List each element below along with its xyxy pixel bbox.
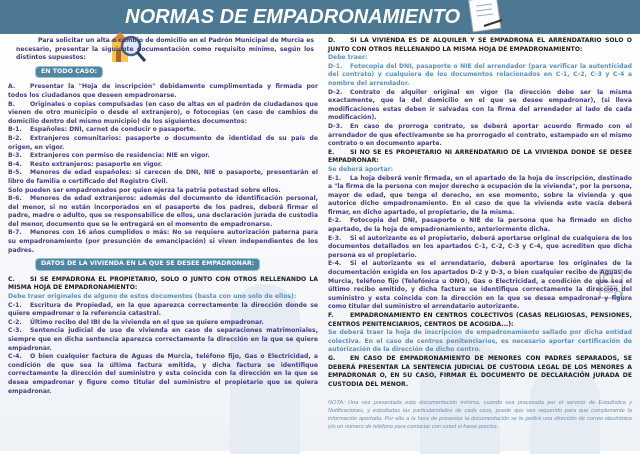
list-item (8, 169, 318, 186)
list-item (8, 126, 318, 135)
item-text: Escritura de Propiedad, en la que aparezca correctamente la dirección donde se quiere empadronar o la referencia catastral. (8, 301, 318, 318)
list-item (8, 152, 318, 161)
item-label: E-1. (328, 174, 342, 182)
page-title: NORMAS DE EMPADRONAMIENTO (125, 6, 460, 28)
item-text: Extranjeros con permiso de residencia: NIE en vigor. (30, 152, 210, 160)
item-label: B-4. (8, 160, 22, 168)
item-label: E. (328, 148, 335, 156)
item-label: D. (328, 37, 336, 44)
list-item (328, 175, 632, 218)
list-item (8, 187, 318, 196)
item-text: EMPADRONAMIENTO EN CENTROS COLECTIVOS (CASAS RELIGIOSAS, PENSIONES, CENTROS PENITENCIARIOS, CENTROS DE ACOGIDA...): (328, 312, 632, 328)
right-column (328, 37, 632, 431)
item-label: C. (8, 275, 15, 283)
header-banner (0, 0, 640, 34)
item-text: Originales o copias compulsadas (en caso de altas en el padrón de ciudadanos que vienen de otro municipio o desde el extranjero), o fotocopias (en caso de cambios de domicilio dentro del mismo municipio) de los siguientes documentos: (8, 100, 318, 125)
item-label: C-2. (8, 318, 22, 326)
item-text: Si el autorizante es el arrendatario, deberá aportarse los originales de la documentación exigida en los apartados D-2 y D-3, o bien cualquier recibo de Aguas de Murcia, teléfono fijo (Telefónica u ONO), Gas o Electricidad, a condición de que sea el último recibo emitido, y dicha factura se identifique correctamente la dirección del suministro y esta coincida con la dirección en la que se desea empadronar y figure como titular del suministro el arrendatario autorizante. (328, 260, 632, 311)
item-label: E-2. (328, 217, 342, 225)
section-heading (328, 312, 632, 329)
clipboard-icon (466, 0, 506, 33)
item-label: B-1. (8, 126, 22, 134)
left-column (8, 37, 318, 396)
item-text: Resto extranjeros: pasaporte en vigor. (30, 160, 163, 168)
item-text: Presentar la "Hoja de inscripción" debidamente cumplimentada y firmada por todos los ciudadanos que deseen empadronarse. (8, 83, 318, 99)
item-label: D-2. (328, 88, 343, 96)
item-text: SI SE EMPADRONA EL PROPIETARIO, SOLO O JUNTO CON OTROS RELLENANDO LA MISMA HOJA DE EMPADRONAMIENTO: (8, 275, 318, 292)
list-item (8, 353, 318, 396)
list-item (328, 329, 632, 355)
list-item (328, 63, 632, 89)
list-item (8, 319, 318, 328)
item-text: Menores de edad extranjeros: además del documento de identificación personal, del menor, si no están incorporados en el pasaporte de los padres, deberá firmar el padre, madre o adulto, que se responsabilice de ellos, una declaración jurada de custodia del menor, documento que se le entregará en el momento de empadronarse. (8, 195, 318, 228)
item-label: B-7. (8, 229, 22, 237)
item-text: En caso de prorroga contrato, se deberá aportar acuerdo firmado con el arrendador de que efectivamente se ha prorrogado el contrato, estampado en el mismo contrato o en documento aparte. (328, 122, 632, 148)
list-item (328, 54, 632, 63)
list-item (8, 83, 318, 100)
list-item (8, 302, 318, 319)
item-label: D-3. (328, 122, 343, 130)
item-label: B-6. (8, 195, 22, 203)
item-text: Fotocopia del DNI, pasaporte o NIE del arrendador (para verificar la autenticidad del contrato) y cualquiera de los documentos relacionados en C-1, C-2, C-3 y C-4 a nombre del arrendador. (328, 62, 632, 87)
list-item (8, 293, 318, 302)
section-heading (328, 355, 632, 389)
item-text: Se deberá aportar: (328, 165, 394, 173)
item-text: NOTA: Una vez presentada esta documentación mínima, cuando sea procesada por el servicio de Estadística y Notificaciones, y estudiadas las particularidades de cada caso, puede que sea requerido para que complemente la información aportada. Por ello a la hora de presentar la documentación se le pedirá una dirección de correo electrónico y/o un número de teléfono para contactar con usted si fuese preciso. (328, 400, 632, 431)
item-label: B-5. (8, 169, 22, 177)
list-item (328, 123, 632, 149)
item-label: A. (8, 83, 16, 91)
item-label: F. (328, 312, 334, 319)
item-text: Extranjeros comunitarios: pasaporte o documento de identidad de su país de origen, en vigor. (8, 134, 318, 151)
list-item (8, 135, 318, 152)
item-text: Sentencia judicial de uso de vivienda en caso de separaciones matrimoniales, siempre que en dicha sentencia aparezca correctamente la dirección en la que se quiere empadronar. (8, 327, 318, 352)
item-text: Último recibo del IBI de la vivienda en el que se quiere empadronar. (30, 318, 264, 326)
item-text: O bien cualquier factura de Aguas de Murcia, teléfono fijo, Gas o Electricidad, a condición de que sea la última factura emitida, y dicha factura se identifique correctamente la dirección del suministro y esta coincida con la dirección en la que se desea empadronar y figure como titular del suministro el propietario que se quiera empadronar. (8, 353, 318, 395)
item-label: E-4. (328, 260, 342, 268)
item-text: Españoles: DNI, carnet de conducir o pasaporte. (30, 126, 197, 134)
list-item (328, 217, 632, 234)
list-item (8, 229, 318, 255)
item-text: Debe traer: (328, 54, 368, 62)
item-label: C-4. (8, 353, 22, 361)
item-text: SI LA VIVIENDA ES DE ALQUILER Y SE EMPADRONA EL ARRENDATARIO SOLO O JUNTO CON OTROS RELLENANDO LA MISMA HOJA DE EMPADRONAMIENTO: (328, 37, 632, 53)
item-text: EN CASO DE EMPADRONAMIENTO DE MENORES CON PADRES SEPARADOS, SE DEBERÁ PRESENTAR LA SENTENCIA JUDICIAL DE CUSTODIA LEGAL DE LOS MENORES A EMPADRONAR O, EN SU CASO, FIRMAR EL DOCUMENTO DE DECLARACIÓN JURADA DE CUSTODIA DEL MENOR. (328, 354, 632, 388)
item-text: La hoja deberá venir firmada, en el apartado de la hoja de inscripción, destinado a "la firma de la persona con mejor derecho a ocupación de la vivienda", por la persona, mayor de edad, que tenga el derecho, en ese momento, sobre la vivienda y que autorice dicho empadronamiento. En el caso de que la vivienda este vacía deberá firmar, en dicho apartado, el propietario, de la misma. (328, 174, 632, 216)
item-text: Contrato de alquiler original en vigor (la dirección debe ser la misma exactamente, que la del domicilio en el que se desee empadronar), (si lleva modificaciones estas deben ir salvadas con la firma del arrendador al lado de cada modificación). (328, 88, 632, 122)
item-label: D-1. (328, 62, 343, 70)
list-item (328, 235, 632, 261)
section-heading (328, 37, 632, 54)
item-label: B-3. (8, 152, 22, 160)
list-item (8, 327, 318, 353)
list-item (328, 260, 632, 312)
list-item (328, 89, 632, 123)
item-text: Debe traer originales de alguno de estos documentos (basta con uno solo de ellos): (8, 293, 297, 301)
section-heading (328, 149, 632, 166)
section-heading (8, 276, 318, 293)
item-text: Fotocopia del DNI, pasaporte o NIE de la persona que ha firmado en dicho apartado, de la hoja de empadronamiento, anteriormente dicha. (328, 217, 632, 234)
item-text: Para solicitar un alta o cambio de domicilio en el Padrón Municipal de Murcia es necesario, presentar la siguiente documentación como requisito mínimo, según los distintos supuestos: (16, 37, 314, 62)
list-item (328, 166, 632, 175)
item-label: G. (328, 354, 336, 362)
item-label: B. (8, 100, 15, 108)
section-label: EN TODO CASO: (36, 67, 102, 78)
item-text: SI NO SE ES PROPIETARIO NI ARRENDATARIO DE LA VIVIENDA DONDE SE DESEE EMPADRONAR: (328, 148, 632, 165)
list-item (8, 101, 318, 127)
item-text: Menores con 16 años cumplidos o más: No se requiere autorización paterna para su empadronamiento (por presunción de emancipación) si viven independientes de los padres. (8, 229, 318, 254)
item-label: B-2. (8, 134, 22, 142)
item-text: Solo pueden ser empadronados por quien ejerza la patria potestad sobre ellos. (8, 186, 281, 194)
item-text: Menores de edad españoles: si carecen de DNI, NIE o pasaporte, presentarán el libro de familia o certificado del Registro Civil. (8, 169, 318, 185)
item-text: Se deberá traer la hoja de inscripción de empadronamiento sellado por dicha entidad colectiva. En el caso de centros penitenciarios, es necesario aportar certificación de autorización de la dirección de dicho centro. (328, 329, 632, 354)
intro-paragraph (8, 37, 318, 63)
list-item (8, 195, 318, 229)
item-label: C-1. (8, 301, 22, 309)
item-text: Si el autorizante es el propietario, deberá aportarse original de cualquiera de los documentos detallados en los apartados C-1, C-2, C-3 y C-4, que acrediten que dicha persona es el propietario. (328, 234, 632, 259)
item-label: C-3. (8, 327, 22, 335)
footnote (328, 399, 632, 431)
item-label: E-3. (328, 234, 342, 242)
section-label: DATOS DE LA VIVIENDA EN LA QUE SE DESEE EMPADRONAR: (36, 259, 259, 270)
